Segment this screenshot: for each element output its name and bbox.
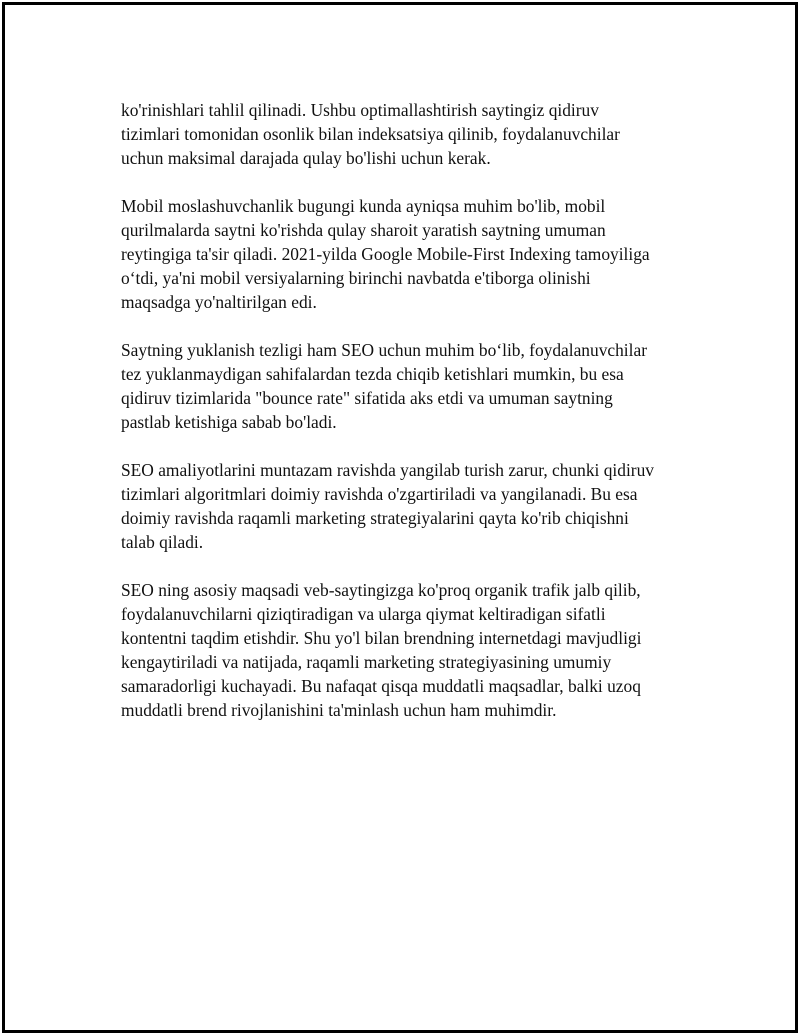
paragraph-2: Mobil moslashuvchanlik bugungi kunda ayniqsa muhim bo'lib, mobil qurilmalarda saytni ko'rishda qulay sharoit yaratish saytning umuman reytingiga ta'sir qiladi. 2021-yilda Google Mobile-First Indexing tamoyiliga o‘tdi, ya'ni mobil versiyalarning birinchi navbatda e'tiborga olinishi maqsadga yo'naltirilgan edi.: [121, 196, 650, 312]
paragraph-4: SEO amaliyotlarini muntazam ravishda yangilab turish zarur, chunki qidiruv tizimlari algoritmlari doimiy ravishda o'zgartiriladi va yangilanadi. Bu esa doimiy ravishda raqamli marketing strategiyalarini qayta ko'rib chiqishni talab qiladi.: [121, 460, 654, 552]
paragraph-1: ko'rinishlari tahlil qilinadi. Ushbu optimallashtirish saytingiz qidiruv tizimlari tomonidan osonlik bilan indeksatsiya qilinib, foydalanuvchilar uchun maksimal darajada qulay bo'lishi uchun kerak.: [121, 100, 620, 168]
paragraph-5: SEO ning asosiy maqsadi veb-saytingizga ko'proq organik trafik jalb qilib, foydalanuvchilarni qiziqtiradigan va ularga qiymat keltiradigan sifatli kontentni taqdim etishdir. Shu yo'l bilan brendning internetdagi mavjudligi kengaytiriladi va natijada, raqamli marketing strategiyasining umumiy samaradorligi kuchayadi. Bu nafaqat qisqa muddatli maqsadlar, balki uzoq muddatli brend rivojlanishini ta'minlash uchun ham muhimdir.: [121, 580, 642, 720]
document-body: [121, 98, 701, 746]
page-frame: [2, 2, 798, 1033]
paragraph-3: Saytning yuklanish tezligi ham SEO uchun muhim bo‘lib, foydalanuvchilar tez yuklanmaydigan sahifalardan tezda chiqib ketishlari mumkin, bu esa qidiruv tizimlarida "bounce rate" sifatida aks etdi va umuman saytning pastlab ketishiga sabab bo'ladi.: [121, 340, 647, 432]
